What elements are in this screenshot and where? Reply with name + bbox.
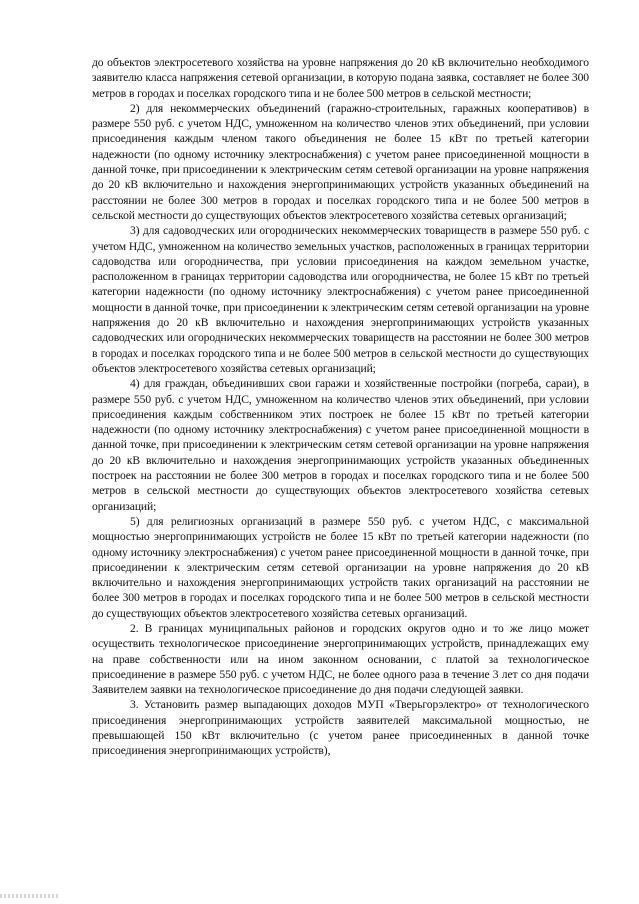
paragraph-section-3: 3. Установить размер выпадающих доходов МУП «Тверьгорэлектро» от технологического присоединения энергопринимающих устройств заявителей максимальной мощностью, не превышающей 150 кВт включительно (с учетом ранее присоединенных в данной точке присоединения энергопринимающих устройств), — [92, 698, 589, 758]
paragraph-section-2: 2. В границах муниципальных районов и городских округов одно и то же лицо может осуществить технологическое присоединение энергопринимающих устройств, принадлежащих ему на праве собственности или на ином законном основании, с платой за технологическое присоединение в размере 550 руб. с учетом НДС, не более одного раза в течение 3 лет со дня подачи Заявителем заявки на технологическое присоединение до дня подачи следующей заявки. — [92, 621, 589, 697]
paragraph-item-4: 4) для граждан, объединивших свои гаражи и хозяйственные постройки (погреба, сараи), в размере 550 руб. с учетом НДС, умноженном на количество членов этих объединений, при условии присоединения каждым собственником этих построек не более 15 кВт по третьей категории надежности (по одному источнику электроснабжения) с учетом ранее присоединенной мощности в данной точке, при присоединении к электрическим сетям сетевой организации на уровне напряжения до 20 кВ включительно и нахождения энергопринимающих устройств указанных объединенных построек на расстоянии не более 300 метров в городах и поселках городского типа и не более 500 метров в сельской местности до существующих объектов электросетевого хозяйства сетевых организаций; — [92, 377, 589, 513]
scan-artifact — [0, 894, 60, 898]
paragraph-item-3: 3) для садоводческих или огороднических некоммерческих товариществ в размере 550 руб. с учетом НДС, умноженном на количество земельных участков, расположенных в границах территории садоводства или огородничества, при условии присоединения на каждом земельном участке, расположенном в границах территории садоводства или огородничества, не более 15 кВт по третьей категории надежности (по одному источнику электроснабжения) с учетом ранее присоединенной мощности в данной точке, при присоединении к электрическим сетям сетевой организации на уровне напряжения до 20 кВ включительно и нахождения энергопринимающих устройств указанных садоводческих или огороднических некоммерческих товариществ на расстоянии не более 300 метров в городах и поселках городского типа и не более 500 метров в сельской местности до существующих объектов электросетевого хозяйства сетевых организаций; — [92, 224, 589, 375]
paragraph-item-5: 5) для религиозных организаций в размере 550 руб. с учетом НДС, с максимальной мощностью энергопринимающих устройств не более 15 кВт по третьей категории надежности (по одному источнику электроснабжения) с учетом ранее присоединенной мощности в данной точке, при присоединении к электрическим сетям сетевой организации на уровне напряжения до 20 кВ включительно и нахождения энергопринимающих устройств таких организаций на расстоянии не более 300 метров в городах и поселках городского типа и не более 500 метров в сельской местности до существующих объектов электросетевого хозяйства сетевых организаций. — [92, 514, 589, 620]
paragraph-item-2: 2) для некоммерческих объединений (гаражно-строительных, гаражных кооперативов) в размере 550 руб. с учетом НДС, умноженном на количество членов этих объединений, при условии присоединения каждым членом такого объединения не более 15 кВт по третьей категории надежности (по одному источнику электроснабжения) с учетом ранее присоединенной мощности в данной точке, при присоединении к электрическим сетям сетевой организации на уровне напряжения до 20 кВ включительно и нахождения энергопринимающих устройств указанных объединений на расстоянии не более 300 метров в городах и поселках городского типа и не более 500 метров в сельской местности до существующих объектов электросетевого хозяйства сетевых организаций; — [92, 101, 589, 222]
paragraph-continuation: до объектов электросетевого хозяйства на уровне напряжения до 20 кВ включительно необходимого заявителю класса напряжения сетевой организации, в которую подана заявка, составляет не более 300 метров в городах и поселках городского типа и не более 500 метров в сельской местности; — [92, 56, 589, 100]
